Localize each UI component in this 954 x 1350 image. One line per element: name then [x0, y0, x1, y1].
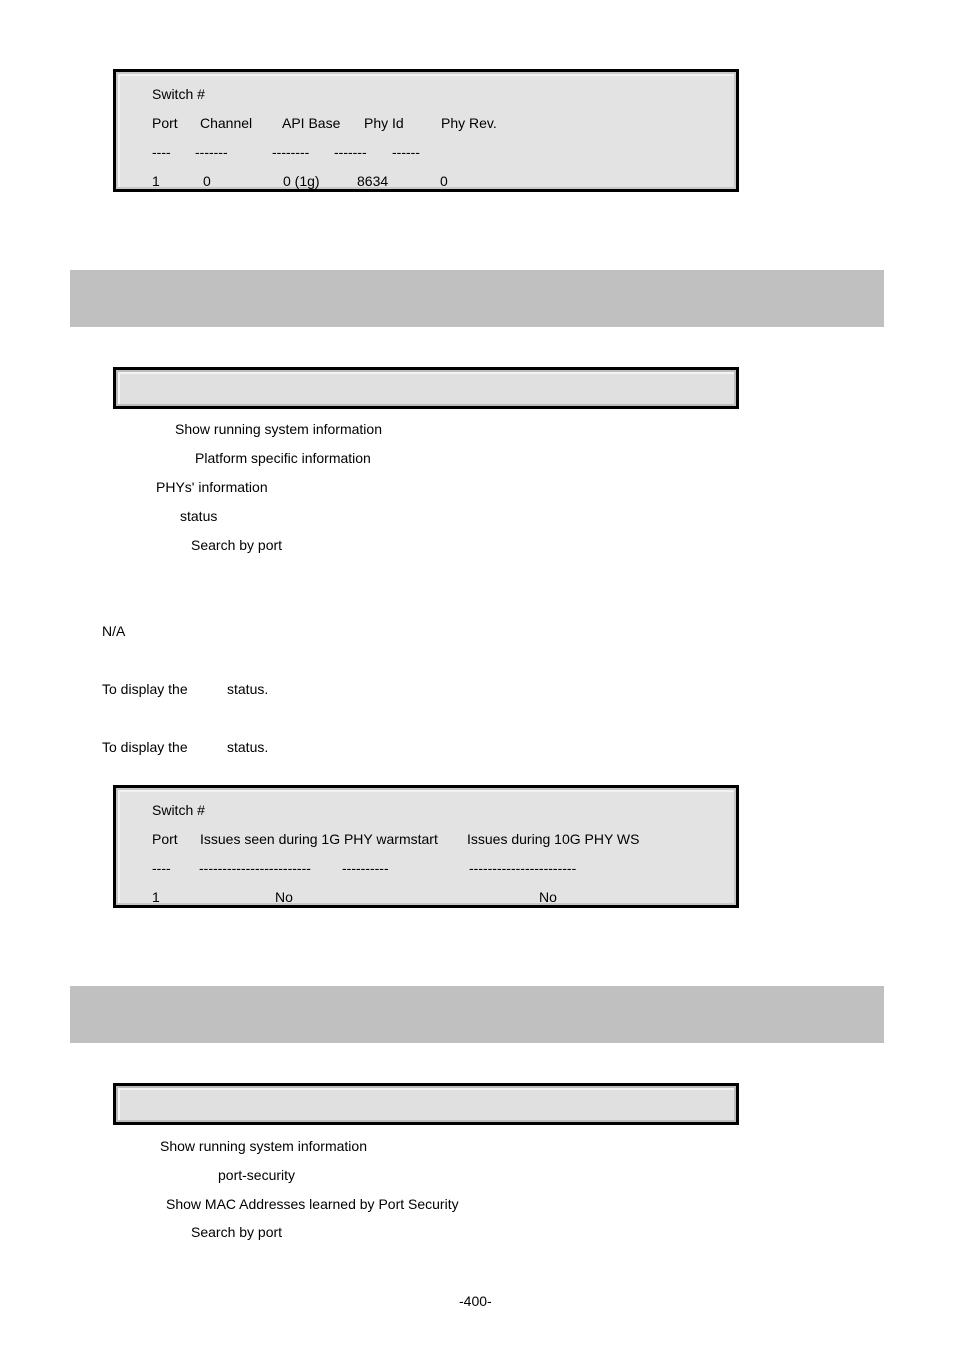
cli-prompt: Switch # [152, 86, 205, 102]
command-syntax-box-1 [113, 367, 739, 409]
col-header-port: Port [152, 115, 178, 131]
dash-api-base: -------- [272, 144, 310, 160]
row-port: 1 [152, 173, 160, 189]
col-header-channel: Channel [200, 115, 253, 131]
param-show-mac: Show MAC Addresses learned by Port Security [166, 1196, 459, 1212]
row-port: 1 [152, 889, 160, 905]
row-1g-value: No [275, 889, 293, 905]
dash-1g: ------------------------ [199, 860, 311, 876]
page-number: -400- [459, 1293, 492, 1309]
usage-text-2a: To display the [102, 739, 188, 755]
dash-phy-id: ------- [334, 144, 367, 160]
param-search-by-port: Search by port [191, 537, 283, 553]
dash-port: ---- [152, 860, 171, 876]
col-header-port: Port [152, 831, 178, 847]
dash-port: ---- [152, 144, 171, 160]
param-port-security: port-security [218, 1167, 296, 1183]
row-phy-rev: 0 [440, 173, 448, 189]
section-header-band-2 [70, 986, 884, 1043]
col-header-phy-id: Phy Id [364, 115, 404, 131]
section-header-band-1 [70, 270, 884, 327]
param-phy: PHYs' information [156, 479, 268, 495]
row-api-base: 0 (1g) [283, 173, 320, 189]
usage-text-1a: To display the [102, 681, 188, 697]
param-show: Show running system information [160, 1138, 367, 1154]
usage-text-1b: status. [227, 681, 269, 697]
row-10g-value: No [539, 889, 557, 905]
dash-channel: ------- [195, 144, 228, 160]
dash-10g: ----------------------- [469, 860, 577, 876]
col-header-api-base: API Base [282, 115, 341, 131]
dash-phy-rev: ------ [392, 144, 420, 160]
usage-text-2b: status. [227, 739, 269, 755]
param-platform: Platform specific information [195, 450, 371, 466]
col-header-1g-warmstart: Issues seen during 1G PHY warmstart [200, 831, 438, 847]
param-search-by-port: Search by port [191, 1224, 283, 1240]
default-value: N/A [102, 623, 126, 639]
param-show: Show running system information [175, 421, 382, 437]
code-example-box-1 [113, 69, 739, 192]
row-channel: 0 [203, 173, 211, 189]
col-header-phy-rev: Phy Rev. [441, 115, 497, 131]
param-status: status [180, 508, 218, 524]
row-phy-id: 8634 [357, 173, 389, 189]
code-example-box-2 [113, 785, 739, 908]
dash-mid: ---------- [342, 860, 389, 876]
col-header-10g-ws: Issues during 10G PHY WS [467, 831, 640, 847]
cli-prompt: Switch # [152, 802, 205, 818]
command-syntax-box-2 [113, 1083, 739, 1125]
